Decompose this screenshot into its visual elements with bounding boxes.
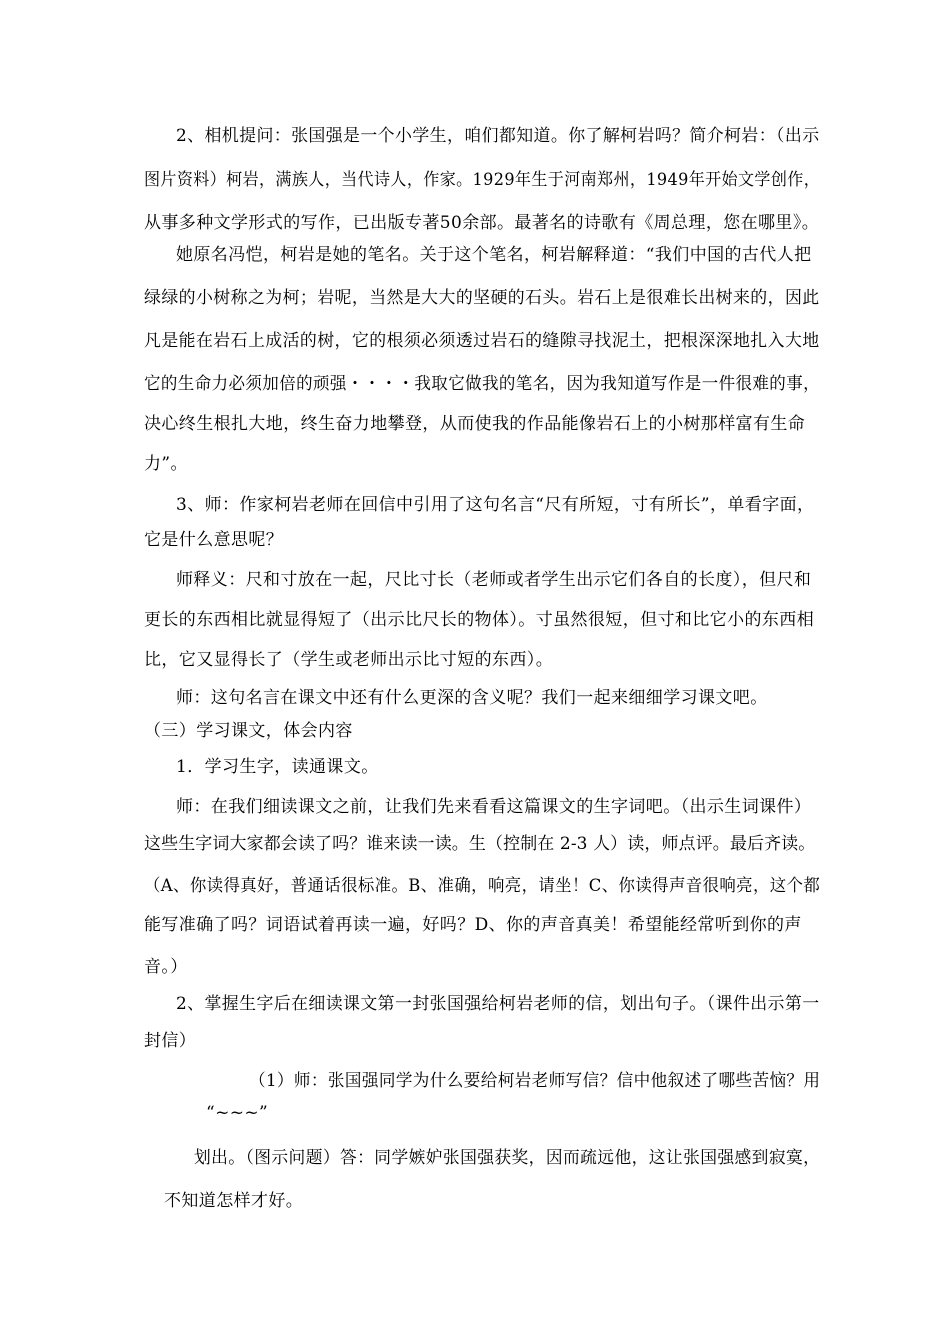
text-line: 师：在我们细读课文之前，让我们先来看看这篇课文的生字词吧。（出示生词课件） [176,797,812,817]
text-line: 这些生字词大家都会读了吗？谁来读一读。生（控制在 2-3 人）读，师点评。最后齐读。 [144,834,816,854]
text-line: 绿绿的小树称之为柯；岩呢，当然是大大的坚硬的石头。岩石上是很难长出树来的，因此 [144,288,820,308]
text-line: 2、相机提问：张国强是一个小学生，咱们都知道。你了解柯岩吗？简介柯岩：（出示 [176,126,820,146]
text-line: 音。） [144,957,188,977]
text-line: 从事多种文学形式的写作，已出版专著50余部。最著名的诗歌有《周总理，您在哪里》。 [144,213,820,233]
text-line: 比，它又显得长了（学生或老师出示比寸短的东西）。 [144,650,554,670]
text-line: 它是什么意思呢？ [144,530,284,550]
text-line: 封信） [144,1031,197,1051]
text-line: 它的生命力必须加倍的顽强・・・・我取它做我的笔名，因为我知道写作是一件很难的事， [144,374,820,394]
text-line: 力”。 [144,454,188,474]
text-line: 她原名冯恺，柯岩是她的笔名。关于这个笔名，柯岩解释道：“我们中国的古代人把 [176,245,812,265]
text-line: 师释义：尺和寸放在一起，尺比寸长（老师或者学生出示它们各自的长度），但尺和 [176,570,812,590]
text-line: 更长的东西相比就显得短了（出示比尺长的物体）。寸虽然很短，但寸和比它小的东西相 [144,610,815,630]
section-heading: （三）学习课文，体会内容 [144,721,353,741]
text-line: 划出。（图示问题）答：同学嫉妒张国强获奖，因而疏远他，这让张国强感到寂寞， [194,1148,821,1168]
text-line: （1）师：张国强同学为什么要给柯岩老师写信？信中他叙述了哪些苦恼？用 [249,1071,821,1091]
text-line: 师：这句名言在课文中还有什么更深的含义呢？我们一起来细细学习课文吧。 [176,688,768,708]
text-line: 2、掌握生字后在细读课文第一封张国强给柯岩老师的信，划出句子。（课件出示第一 [176,994,820,1014]
text-line: “~~~” [206,1103,269,1123]
text-line: （A、你读得真好，普通话很标准。B、准确，响亮，请坐！C、你读得声音很响亮，这个都 [144,876,821,896]
text-line: 不知道怎样才好。 [164,1191,304,1211]
text-line: 3、师：作家柯岩老师在回信中引用了这句名言“尺有所短，寸有所长”，单看字面， [176,495,815,515]
text-line: 决心终生根扎大地，终生奋力地攀登，从而使我的作品能像岩石上的小树那样富有生命 [144,414,806,434]
text-line: 能写准确了吗？词语试着再读一遍，好吗？D、你的声音真美！希望能经常听到你的声 [144,915,802,935]
text-line: 图片资料）柯岩，满族人，当代诗人，作家。1929年生于河南郑州，1949年开始文学创作， [144,170,821,190]
text-line: 凡是能在岩石上成活的树，它的根须必须透过岩石的缝隙寻找泥土，把根深深地扎入大地 [144,331,820,351]
text-line: 1．学习生字，读通课文。 [176,757,379,777]
